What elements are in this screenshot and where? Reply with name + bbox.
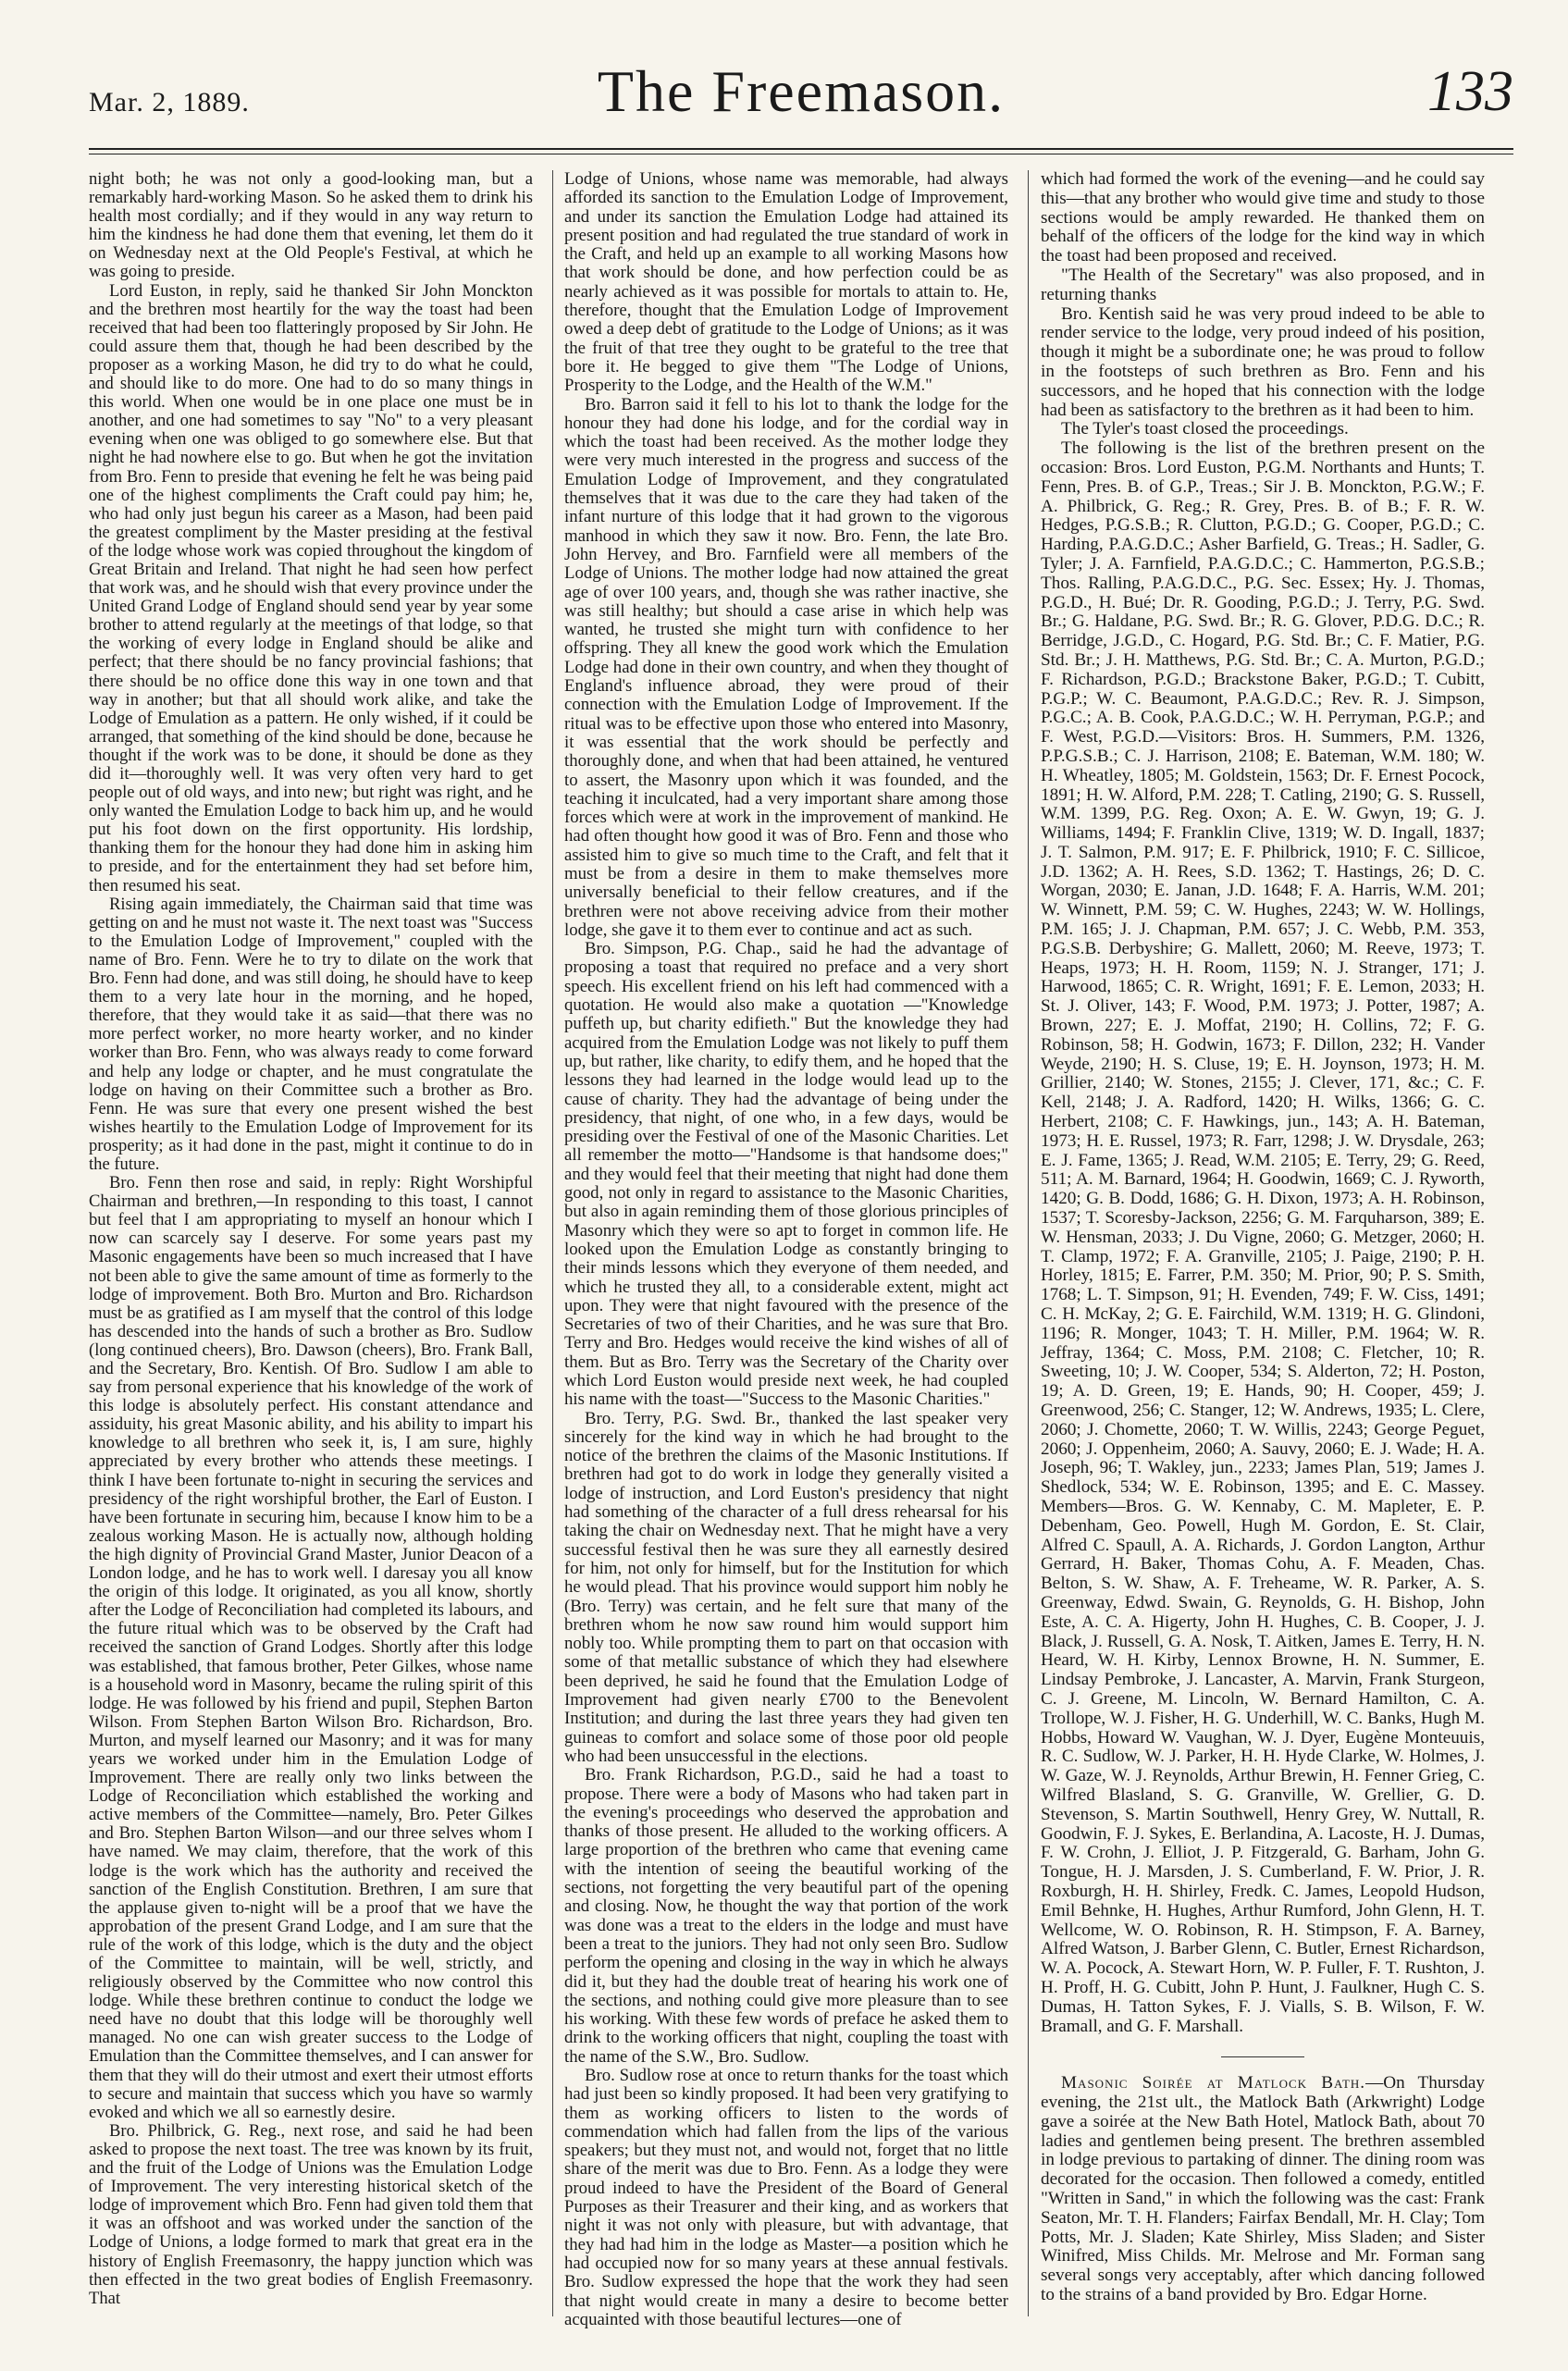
paragraph: which had formed the work of the evening—and he could say this—that any brother who would give time and study to those sections would be amply rewarded. He thanked them on behalf of the officers of the lodge for the kind way in which the toast had been proposed and received. xyxy=(1041,169,1485,266)
masthead xyxy=(89,35,1513,137)
article-body: —On Thursday evening, the 21st ult., the Matlock Bath (Arkwright) Lodge gave a soirée at the New Bath Hotel, Matlock Bath, about 70 ladies and gentlemen being present. The brethren assembled in lodge previous to partaking of dinner. The dining room was decorated for the occasion. Then followed a comedy, entitled "Written in Sand," in which the following was the cast: Frank Seaton, Mr. T. H. Flanders; Fairfax Bendall, Mr. H. Clay; Tom Potts, Mr. J. Sladen; Kate Shirley, Miss Sladen; and Sister Winifred, Miss Childs. Mr. Melrose and Mr. Forman sang several songs very acceptably, after which dancing followed to the strains of a band provided by Bro. Edgar Horne. xyxy=(1041,2073,1486,2305)
paragraph: Bro. Philbrick, G. Reg., next rose, and said he had been asked to propose the next toast. The tree was known by its fruit, and the fruit of the Lodge of Unions was the Emulation Lodge of Improvement. The very interesting historical sketch of the lodge of improvement which Bro. Fenn had given told them that it was an offshoot and was worked under the sanction of the Lodge of Unions, a lodge formed to mark that great era in the history of English Freemasonry, the happy junction which was then effected in the two great bodies of English Freemasonry. That xyxy=(89,2120,533,2308)
issue-date: Mar. 2, 1889. xyxy=(89,87,250,117)
column-divider xyxy=(1028,170,1029,2316)
column-1 xyxy=(89,170,533,2308)
paragraph: Bro. Barron said it fell to his lot to thank the lodge for the honour they had done his lodge, and for the cordial way in which the toast had been received. As the mother lodge they were very much interested in the progress and success of the Emulation Lodge of Improvement, and they congratulated themselves that it was due to the care they had taken of the infant nurture of this lodge that it had grown to the vigorous manhood in which they saw it now. Bro. Fenn, the late Bro. John Hervey, and Bro. Farnfield were all members of the Lodge of Unions. The mother lodge had now attained the great age of over 100 years, and, though she was rather inactive, she was still healthy; but should a case arise in which help was wanted, he trusted she might turn with confidence to her offspring. They all knew the good work which the Emulation Lodge had done in their own country, and when they thought of England's influence abroad, they were proud of their connection with the Emulation Lodge of Improvement. If the ritual was to be effective upon those who entered into Masonry, it was essential that the work should be perfectly and thoroughly done, and when that had been attained, he ventured to assert, the Masonry upon which it was founded, and the teaching it inculcated, had a very important share among those forces which were at work in the improvement of mankind. He had often thought how good it was of Bro. Fenn and those who assisted him to give so much time to the Craft, and felt that it must be from a desire in them to make themselves more universally beneficial to their fellow creatures, and if the brethren were not above receiving advice from their mother lodge, she gave it to them ever to continue and act as such. xyxy=(564,394,1008,940)
paragraph: Bro. Terry, P.G. Swd. Br., thanked the last speaker very sincerely for the kind way in which he had brought to the notice of the brethren the claims of the Masonic Institutions. If brethren had got to do work in lodge they generally visited a lodge of instruction, and Lord Euston's presidency that night had something of the character of a full dress rehearsal for his taking the chair on Wednesday next. That he might have a very successful festival then he was sure they all earnestly desired for him, not only for himself, but for the Institution for which he would plead. That his province would support him nobly he (Bro. Terry) was certain, and he felt sure that many of the brethren whom he now saw round him would support him nobly too. While prompting them to part on that occasion with some of that metallic substance of which they had elsewhere been deprived, he said he found that the Emulation Lodge of Improvement had given nearly £700 to the Benevolent Institution; and during the last three years they had given ten guineas to comfort and solace some of those poor old people who had been unsuccessful in the elections. xyxy=(564,1408,1008,1766)
paragraph: night both; he was not only a good-looking man, but a remarkably hard-working Mason. So he asked them to drink his health most cordially; and if they would in any way return to him the kindness he had done them that evening, let them do it on Wednesday next at the Old People's Festival, at which he was going to preside. xyxy=(89,169,533,282)
newspaper-title: The Freemason. xyxy=(597,58,1006,124)
paragraph: Lodge of Unions, whose name was memorable, had always afforded its sanction to the Emulation Lodge of Improvement, and under its sanction the Emulation Lodge had attained its present position and had regulated the true standard of work in the Craft, and held up an example to all working Masons how that work should be done, and how perfection could be as nearly achieved as it was possible for mortals to attain to. He, therefore, thought that the Emulation Lodge of Improvement owed a deep debt of gratitude to the Lodge of Unions; as it was the fruit of that tree they ought to be grateful to the tree that bore it. He begged to give them "The Lodge of Unions, Prosperity to the Lodge, and the Health of the W.M." xyxy=(564,169,1008,396)
paragraph: Rising again immediately, the Chairman said that time was getting on and he must not waste it. The next toast was "Success to the Emulation Lodge of Improvement," coupled with the name of Bro. Fenn. Were he to try to dilate on the work that Bro. Fenn had done, and was still doing, he should have to keep them to a very late hour in the morning, and he hoped, therefore, that they would take it as said—that there was no more perfect worker, no more hearty worker, and no kinder worker than Bro. Fenn, who was always ready to come forward and help any lodge or chapter, and he must congratulate the lodge on having on their Committee such a brother as Bro. Fenn. He was sure that every one present wished the best wishes heartily to the Emulation Lodge of Improvement for its prosperity; as it had done in the past, might it continue to do in the future. xyxy=(89,894,533,1174)
article-matlock-soiree xyxy=(1041,2074,1485,2305)
paragraph: Lord Euston, in reply, said he thanked Sir John Monckton and the brethren most heartily for the way the toast had been received that had been too flatteringly proposed by Sir John. He could assure them that, though he had been described by the proposer as a working Mason, he did try to do what he could, and should like to do more. One had to do so many things in this world. When one would be in one place one must be in another, and one had sometimes to say "No" to a very pleasant evening when one was obliged to go somewhere else. But that night he had nowhere else to go. But when he got the invitation from Bro. Fenn to preside that evening he felt he was being paid one of the highest compliments the Craft could pay him; he, who had only just begun his career as a Mason, had been paid the greatest compliment by the Master presiding at the festival of the lodge whose work was copied throughout the kingdom of Great Britain and Ireland. That night he had seen how perfect that work was, and he should wish that every province under the United Grand Lodge of England should send year by year some brother to attend regularly at the meetings of that lodge, so that the working of every lodge in England should be alike and perfect; that there should be no fancy provincial fashions; that there should be no office done this way in one town and that way in another; but that all should work alike, and take the Lodge of Emulation as a pattern. He only wished, if it could be arranged, that something of the kind should be done, because he thought if the work was to be done, it should be done as they did it—thoroughly well. It was very often very hard to get people out of old ways, and into new; but right was right, and he only wanted the Emulation Lodge to back him up, and he would put his foot down on the first opportunity. His lordship, thanking them for the honour they had done him in asking him to preside, and for the entertainment they had set before him, then resumed his seat. xyxy=(89,280,533,895)
paragraph: Bro. Frank Richardson, P.G.D., said he had a toast to propose. There were a body of Masons who had taken part in the evening's proceedings who deserved the approbation and thanks of those present. He alluded to the working officers. A large proportion of the brethren who came that evening came with the intention of seeing the beautiful working of the sections, not forgetting the very beautiful part of the opening and closing. Now, he thought the way that portion of the work was done was a treat to the elders in the lodge and must have been a treat to the juniors. They had not only seen Bro. Sudlow perform the opening and closing in the way in which he always did it, but they had the double treat of hearing his work one of the sections, and nothing could give more pleasure than to see his working. With these few words of preface he asked them to drink to the working officers that night, coupling the toast with the name of the S.W., Bro. Sudlow. xyxy=(564,1765,1008,2067)
header-rule xyxy=(89,148,1513,150)
paragraph: "The Health of the Secretary" was also proposed, and in returning thanks xyxy=(1041,265,1485,304)
paragraph: Bro. Fenn then rose and said, in reply: Right Worshipful Chairman and brethren,—In responding to this toast, I cannot but feel that I am appropriating to myself an honour which I now can scarcely say I deserve. For some years past my Masonic engagements have been so much increased that I have not been able to give the same amount of time as formerly to the lodge of improvement. Both Bro. Murton and Bro. Richardson must be as gratified as I am myself that the control of this lodge has descended into the hands of such a brother as Bro. Sudlow (long continued cheers), Bro. Dawson (cheers), Bro. Frank Ball, and the Secretary, Bro. Kentish. Of Bro. Sudlow I am able to say from personal experience that his knowledge of the work of this lodge is absolutely perfect. His constant attendance and assiduity, his great Masonic ability, and his ability to impart his knowledge to all brethren who seek it, is, I am sure, highly appreciated by every brother who attends these meetings. I think I have been fortunate to-night in securing the services and presidency of the right worshipful brother, the Earl of Euston. I have been fortunate in securing him, because I know him to be a zealous working Mason. He is actually now, although holding the high dignity of Provincial Grand Master, Junior Deacon of a London lodge, and he has to work well. I daresay you all know the origin of this lodge. It originated, as you all know, shortly after the Lodge of Reconciliation had completed its labours, and the future ritual which was to be observed by the Craft had received the sanction of Grand Lodges. Shortly after this lodge was established, that famous brother, Peter Gilkes, whose name is a household word in Masonry, became the ruling spirit of this lodge. He was followed by his friend and pupil, Stephen Barton Wilson. From Stephen Barton Wilson Bro. Richardson, Bro. Murton, and myself learned our Masonry; and it was for many years we worked under him in the Emulation Lodge of Improvement. There are really only two links between the Lodge of Reconciliation which established the working and active members of the Committee—namely, Bro. Peter Gilkes and Bro. Stephen Barton Wilson—and our three selves whom I have named. We may claim, therefore, that the work of this lodge is the work which has the authority and received the sanction of the English Constitution. Brethren, I am sure that the applause given to-night will be a proof that we have the approbation of the present Grand Lodge, and I am sure that the rule of the work of this lodge, which is the duty and the object of the Committee to maintain, will be well, strictly, and religiously observed by the Committee who now control this lodge. While these brethren continue to conduct the lodge we need have no doubt that this lodge will be thoroughly well managed. No one can wish greater success to the Lodge of Emulation than the Committee themselves, and I can answer for them that they will do their utmost and exert their utmost efforts to secure and maintain that success which you have so warmly evoked and which we all so earnestly desire. xyxy=(89,1173,533,2122)
column-3 xyxy=(1041,170,1485,2305)
article-heading: Masonic Soirée at Matlock Bath. xyxy=(1061,2073,1366,2093)
article-separator xyxy=(1221,2056,1304,2057)
column-2 xyxy=(564,170,1008,2329)
paragraph: Bro. Simpson, P.G. Chap., said he had the advantage of proposing a toast that required no preface and a very short speech. His excellent friend on his left had commenced with a quotation. He would also make a quotation —"Knowledge puffeth up, but charity edifieth." But the knowledge they had acquired from the Emulation Lodge was not likely to puff them up, but rather, like charity, to edify them, and he hoped that the lessons they had learned in the lodge would lead up to the cause of charity. They had the advantage of being under the presidency, that night, of one who, in a few days, would be presiding over the Festival of one of the Masonic Charities. Let all remember the motto—"Handsome is that handsome does;" and they would feel that their meeting that night had done them good, not only in regard to assistance to the Masonic Charities, but also in again reminding them of those glorious principles of Masonry which they were so apt to forget in common life. He looked upon the Emulation Lodge as constantly bringing to their minds lessons which they everyone of them needed, and which he trusted they all, to a considerable extent, might act upon. They were that night favoured with the presence of the Secretaries of two of their Charities, and he was sure that Bro. Terry and Bro. Hedges would receive the kind wishes of all of them. But as Bro. Terry was the Secretary of the Charity over which Lord Euston would preside next week, he had coupled his name with the toast—"Success to the Masonic Charities." xyxy=(564,939,1008,1410)
paragraph: Bro. Sudlow rose at once to return thanks for the toast which had just been so kindly proposed. It had been very gratifying to them as working officers to listen to the words of commendation which had fallen from the lips of the various speakers; but they must not, and would not, forget that no little share of the merit was due to Bro. Fenn. As a lodge they were proud indeed to have the President of the Board of General Purposes as their Treasurer and their king, and as workers that night it was not only with pleasure, but with advantage, that they had had him in the lodge as Master—a position which he had occupied now for so many years at these annual festivals. Bro. Sudlow expressed the hope that the work they had seen that night would create in many a desire to become better acquainted with those beautiful lectures—one of xyxy=(564,2065,1008,2329)
attendee-list: The following is the list of the brethren present on the occasion: Bros. Lord Euston, P.G.M. Northants and Hunts; T. Fenn, Pres. B. of G.P., Treas.; Sir J. B. Monckton, P.G.W.; F. A. Philbrick, G. Reg.; R. Grey, Pres. B. of B.; F. R. W. Hedges, P.G.S.B.; R. Clutton, P.G.D.; G. Cooper, P.G.D.; C. Harding, P.A.G.D.C.; Asher Barfield, G. Treas.; H. Sadler, G. Tyler; J. A. Farnfield, P.A.G.D.C.; C. Hammerton, P.G.S.B.; Thos. Ralling, P.A.G.D.C., P.G. Sec. Essex; Hy. J. Thomas, P.G.D., H. Bué; Dr. R. Gooding, P.G.D.; J. Terry, P.G. Swd. Br.; G. Haldane, P.G. Swd. Br.; R. G. Glover, P.D.G. D.C.; R. Berridge, J.G.D., C. Hogard, P.G. Std. Br.; C. F. Matier, P.G. Std. Br.; J. H. Matthews, P.G. Std. Br.; C. A. Murton, P.G.D.; F. Richardson, P.G.D.; Brackstone Baker, P.G.D.; T. Cubitt, P.G.P.; W. C. Beaumont, P.A.G.D.C.; Rev. R. J. Simpson, P.G.C.; A. B. Cook, P.A.G.D.C.; W. H. Perryman, P.G.P.; and F. West, P.G.D.—Visitors: Bros. H. Summers, P.M. 1326, P.P.G.S.B.; C. J. Harrison, 2108; E. Bateman, W.M. 180; W. H. Wheatley, 1805; M. Goldstein, 1563; Dr. F. Ernest Pocock, 1891; H. W. Alford, P.M. 228; T. Catling, 2190; G. S. Russell, W.M. 1399, P.G. Reg. Oxon; A. E. W. Gwyn, 19; G. J. Williams, 1494; F. Franklin Clive, 1319; W. D. Ingall, 1837; J. T. Salmon, P.M. 917; E. F. Philbrick, 1910; F. C. Sillicoe, J.D. 1362; A. H. Rees, S.D. 1362; T. Hastings, 26; D. C. Worgan, 2030; E. Janan, J.D. 1648; F. A. Harris, W.M. 201; W. Winnett, P.M. 59; C. W. Hughes, 2243; W. W. Hollings, P.M. 165; J. J. Chapman, P.M. 657; J. C. Webb, P.M. 353, P.G.S.B. Derbyshire; G. Mallett, 2060; M. Reeve, 1973; T. Heaps, 1973; H. H. Room, 1159; N. J. Stranger, 171; J. Harwood, 1865; C. R. Wright, 1691; F. E. Lemon, 2033; H. St. J. Oliver, 143; F. Wood, P.M. 1973; J. Potter, 1987; A. Brown, 227; E. J. Moffat, 2190; H. Collins, 72; F. G. Robinson, 58; H. Godwin, 1673; F. Dillon, 232; H. Vander Weyde, 2190; H. S. Cluse, 19; E. H. Joynson, 1973; H. M. Grillier, 2140; W. Stones, 2155; J. Clever, 171, &c.; C. F. Kell, 2148; J. A. Radford, 1420; H. Wilks, 1366; G. C. Herbert, 2108; C. F. Hawkings, jun., 143; A. H. Bateman, 1973; H. E. Russel, 1973; R. Farr, 1298; J. W. Drysdale, 263; E. J. Fame, 1365; J. Read, W.M. 2105; E. Terry, 29; G. Reed, 511; A. M. Barnard, 1964; H. Goodwin, 1669; C. J. Ryworth, 1420; G. B. Dodd, 1686; G. H. Dixon, 1973; A. H. Robinson, 1537; T. Scoresby-Jackson, 2256; G. M. Farquharson, 389; E. W. Hensman, 2033; J. Du Vigne, 2060; G. Metzger, 2060; H. T. Clamp, 1972; F. A. Granville, 2105; J. Paige, 2190; P. H. Horley, 1815; E. Farrer, P.M. 350; M. Prior, 90; P. S. Smith, 1768; L. T. Simpson, 91; H. Evenden, 749; F. W. Ciss, 1491; C. H. McKay, 2; G. E. Fairchild, W.M. 1319; H. G. Glindoni, 1196; R. Monger, 1043; T. H. Miller, P.M. 1964; W. R. Jeffray, 1364; C. Moss, P.M. 2108; C. Fletcher, 10; R. Sweeting, 10; J. W. Cooper, 534; S. Alderton, 72; H. Poston, 19; A. D. Green, 19; E. Hands, 90; H. Cooper, 459; J. Greenwood, 256; C. Stanger, 12; W. Andrews, 1935; L. Clere, 2060; J. Chomette, 2060; T. W. Willis, 2243; George Peguet, 2060; J. Oppenheim, 2060; A. Sauvy, 2060; E. J. Wade; H. A. Joseph, 96; T. Wakley, jun., 2233; James Plan, 519; James J. Shedlock, 534; W. E. Robinson, 1395; and E. C. Massey. Members—Bros. G. W. Kennaby, C. M. Mapleter, E. P. Debenham, Geo. Powell, Hugh M. Gordon, E. St. Clair, Alfred C. Spaull, A. A. Richards, J. Gordon Langton, Arthur Gerrard, H. Baker, Thomas Cohu, A. F. Meaden, Chas. Belton, S. W. Shaw, A. F. Treheame, W. R. Parker, A. S. Greenway, Edwd. Swain, G. Reynolds, G. H. Bishop, John Este, A. C. A. Higerty, John H. Hughes, C. B. Cooper, J. J. Black, J. Russell, G. A. Nosk, T. Aitken, James E. Terry, H. N. Heard, W. H. Kirby, Lennox Browne, H. N. Summer, E. Lindsay Pembroke, J. Lancaster, A. Marvin, Frank Sturgeon, C. J. Greene, M. Lincoln, W. Bernard Hamilton, C. A. Trollope, W. J. Fisher, H. G. Underhill, W. C. Banks, Hugh M. Hobbs, Howard W. Vaughan, W. J. Dyer, Eugène Monteuuis, R. C. Sudlow, W. J. Parker, H. H. Hyde Clarke, W. Holmes, J. W. Gaze, W. J. Reynolds, Arthur Brewin, H. Fenner Grieg, C. Wilfred Blasland, S. G. Granville, W. Grellier, G. D. Stevenson, S. Martin Southwell, Henry Grey, W. Nuttall, R. Goodwin, F. J. Sykes, E. Berlandina, A. Lacoste, H. J. Dumas, F. W. Crohn, J. Elliot, J. P. Fitzgerald, G. Barham, John G. Tongue, H. J. Marsden, J. S. Cumberland, F. W. Prior, J. R. Roxburgh, H. H. Shirley, Fredk. C. James, Leopold Hudson, Emil Behnke, H. Hughes, Arthur Rumford, John Glenn, H. T. Wellcome, W. O. Robinson, R. H. Stimpson, F. A. Barney, Alfred Watson, J. Barber Glenn, C. Butler, Ernest Richardson, W. A. Pocock, A. Stewart Horn, W. P. Fuller, F. T. Rushton, J. H. Proff, H. G. Cubitt, John P. Hunt, J. Faulkner, Hugh C. S. Dumas, H. Tatton Sykes, F. J. Vialls, S. B. Wilson, F. W. Bramall, and G. F. Marshall. xyxy=(1041,438,1485,2036)
paragraph: Bro. Kentish said he was very proud indeed to be able to render service to the lodge, very proud indeed of his position, though it might be a subordinate one; he was proud to follow in the footsteps of such brethren as Bro. Fenn and his successors, and he hoped that his connection with the lodge had been as satisfactory to the brethren as it had been to him. xyxy=(1041,303,1485,420)
column-divider xyxy=(552,170,553,2316)
paragraph: The Tyler's toast closed the proceedings. xyxy=(1061,419,1349,439)
page-number: 133 xyxy=(1427,60,1513,123)
